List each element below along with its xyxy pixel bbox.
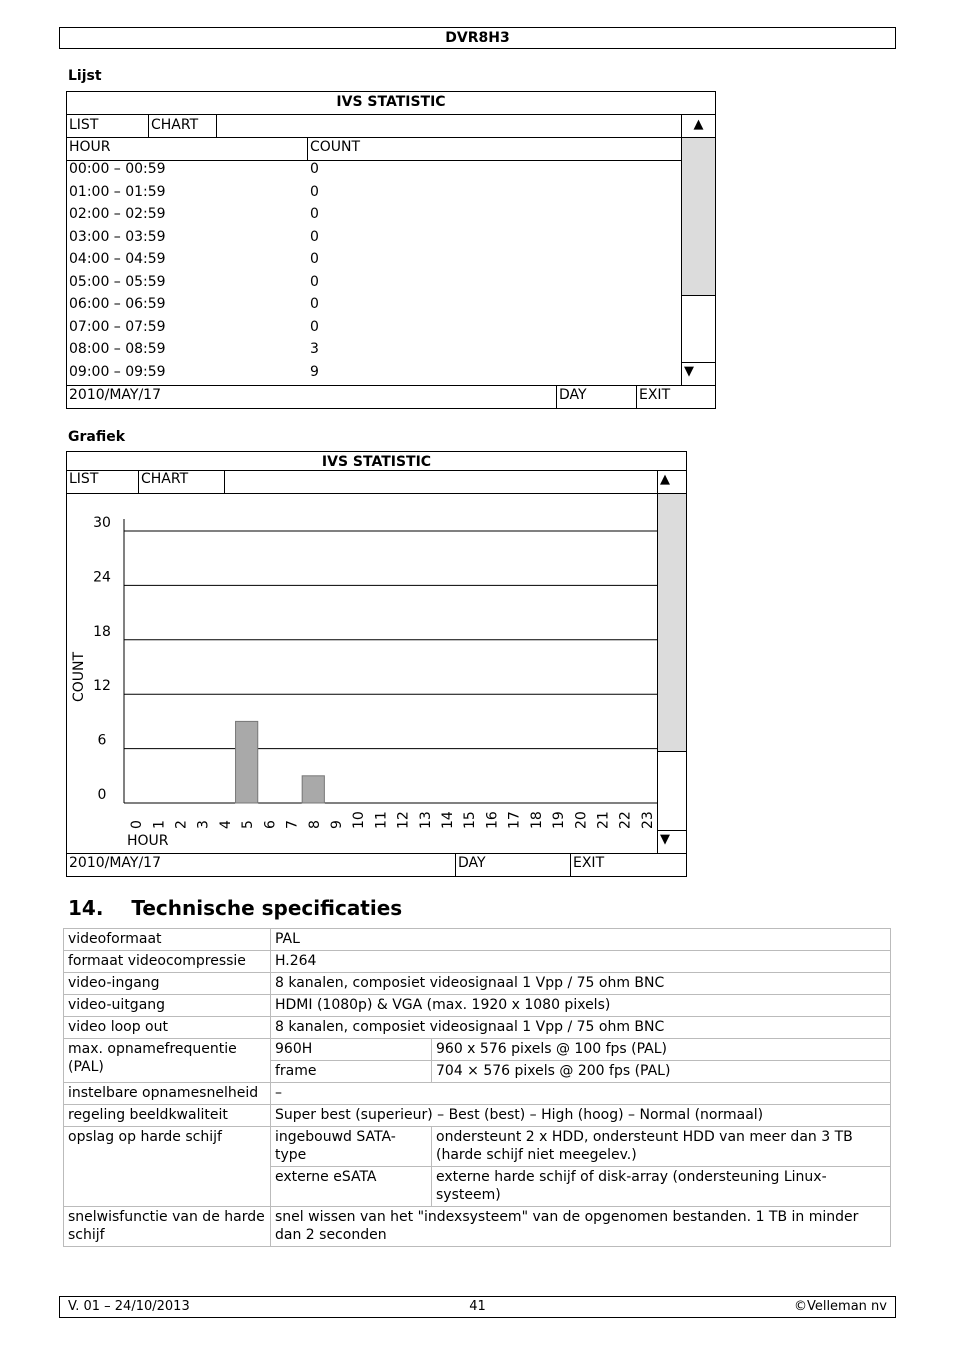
table-row bbox=[64, 1017, 891, 1039]
tab-chart[interactable]: CHART bbox=[151, 117, 199, 133]
x-tick-label: 13 bbox=[417, 811, 434, 829]
y-tick-label: 0 bbox=[97, 787, 107, 803]
y-tick-label: 24 bbox=[93, 569, 111, 586]
spec-label: opslag op harde schijf bbox=[64, 1127, 271, 1207]
exit-button[interactable]: EXIT bbox=[639, 387, 671, 403]
spec-sublabel: 960H bbox=[271, 1039, 432, 1061]
x-tick-label: 5 bbox=[240, 820, 257, 829]
x-tick-label: 12 bbox=[395, 811, 412, 829]
spec-label: video loop out bbox=[64, 1017, 271, 1039]
spec-value: Super best (superieur) – Best (best) – High (hoog) – Normal (normaal) bbox=[271, 1105, 891, 1127]
x-tick-label: 1 bbox=[151, 820, 168, 829]
spec-sublabel: ingebouwd SATA-type bbox=[271, 1127, 432, 1167]
spec-value: – bbox=[271, 1083, 891, 1105]
x-tick-label: 9 bbox=[328, 820, 345, 829]
row-count: 0 bbox=[310, 296, 319, 312]
table-row bbox=[64, 1039, 891, 1061]
row-hour: 05:00 – 05:59 bbox=[69, 273, 166, 290]
row-count: 0 bbox=[310, 318, 319, 335]
list-date: 2010/MAY/17 bbox=[69, 387, 161, 403]
chart-screen bbox=[66, 451, 687, 877]
x-tick-label: 14 bbox=[440, 811, 457, 829]
scroll-down-icon[interactable]: ▼ bbox=[684, 364, 694, 379]
spec-value: 8 kanalen, composiet videosignaal 1 Vpp / 75 ohm BNC bbox=[271, 973, 891, 995]
spec-label: instelbare opnamesnelheid bbox=[64, 1083, 271, 1105]
x-tick-label: 19 bbox=[551, 811, 568, 829]
page-header bbox=[59, 27, 896, 49]
day-button[interactable]: DAY bbox=[458, 855, 486, 871]
spec-value: snel wissen van het "indexsysteem" van de opgenomen bestanden. 1 TB in minder dan 2 seconden bbox=[271, 1207, 891, 1247]
x-tick-label: 20 bbox=[573, 811, 590, 829]
row-count: 0 bbox=[310, 273, 319, 290]
x-tick-label: 8 bbox=[306, 820, 323, 829]
row-count: 9 bbox=[310, 363, 319, 380]
chart-plot bbox=[67, 494, 657, 853]
x-tick-label: 2 bbox=[173, 820, 190, 829]
column-header-count: COUNT bbox=[310, 139, 361, 155]
list-screen-title: IVS STATISTIC bbox=[336, 94, 446, 110]
chart-screen-title: IVS STATISTIC bbox=[321, 454, 432, 470]
row-hour: 04:00 – 04:59 bbox=[69, 251, 166, 267]
table-row bbox=[64, 1207, 891, 1247]
table-row bbox=[64, 929, 891, 951]
x-tick-label: 16 bbox=[484, 811, 501, 829]
x-tick-label: 11 bbox=[373, 811, 390, 829]
page-footer bbox=[59, 1296, 896, 1318]
spec-value: 704 × 576 pixels @ 200 fps (PAL) bbox=[432, 1061, 891, 1083]
spec-value: externe harde schijf of disk-array (ondersteuning Linux-systeem) bbox=[432, 1167, 891, 1207]
spec-label: max. opnamefrequentie (PAL) bbox=[64, 1039, 271, 1083]
day-button[interactable]: DAY bbox=[559, 387, 587, 403]
table-row bbox=[64, 1083, 891, 1105]
y-tick-label: 6 bbox=[97, 732, 107, 749]
x-axis-label: HOUR bbox=[127, 833, 169, 849]
table-row bbox=[64, 1105, 891, 1127]
chart-section-label: Grafiek bbox=[68, 429, 126, 445]
heading-title: Technische specificaties bbox=[131, 896, 403, 920]
spec-value: 8 kanalen, composiet videosignaal 1 Vpp / 75 ohm BNC bbox=[271, 1017, 891, 1039]
scroll-down-icon[interactable]: ▼ bbox=[660, 832, 670, 847]
scroll-up-icon[interactable]: ▲ bbox=[693, 117, 704, 132]
spec-label: videoformaat bbox=[64, 929, 271, 951]
list-section-label: Lijst bbox=[68, 68, 102, 84]
table-row bbox=[64, 995, 891, 1017]
table-row bbox=[64, 1127, 891, 1167]
row-count: 0 bbox=[310, 228, 319, 245]
scrollbar-thumb[interactable] bbox=[658, 494, 686, 751]
row-hour: 09:00 – 09:59 bbox=[69, 363, 166, 380]
spec-label: regeling beeldkwaliteit bbox=[64, 1105, 271, 1127]
tab-list[interactable]: LIST bbox=[69, 471, 99, 487]
row-count: 0 bbox=[310, 161, 319, 177]
model-name: DVR8H3 bbox=[445, 30, 510, 46]
row-count: 0 bbox=[310, 206, 319, 222]
x-tick-label: 7 bbox=[284, 820, 301, 829]
bar bbox=[236, 721, 258, 803]
row-hour: 00:00 – 00:59 bbox=[69, 161, 166, 177]
table-row bbox=[64, 973, 891, 995]
row-hour: 08:00 – 08:59 bbox=[69, 341, 166, 357]
exit-button[interactable]: EXIT bbox=[573, 855, 605, 871]
page-number: 41 bbox=[469, 1299, 486, 1314]
version-text: V. 01 – 24/10/2013 bbox=[68, 1299, 190, 1314]
scrollbar-thumb[interactable] bbox=[682, 138, 715, 295]
chart-date: 2010/MAY/17 bbox=[69, 855, 161, 871]
row-count: 0 bbox=[310, 183, 319, 200]
copyright-text: ©Velleman nv bbox=[793, 1299, 887, 1314]
x-tick-label: 17 bbox=[506, 811, 523, 829]
x-tick-label: 15 bbox=[462, 811, 479, 829]
spec-label: video-ingang bbox=[64, 973, 271, 995]
x-tick-label: 18 bbox=[528, 811, 545, 829]
row-hour: 01:00 – 01:59 bbox=[69, 183, 166, 200]
bar bbox=[302, 776, 324, 803]
table-row bbox=[64, 951, 891, 973]
row-hour: 06:00 – 06:59 bbox=[69, 296, 166, 312]
x-tick-label: 6 bbox=[262, 820, 279, 829]
spec-value: HDMI (1080p) & VGA (max. 1920 x 1080 pixels) bbox=[271, 995, 891, 1017]
y-tick-label: 12 bbox=[93, 678, 111, 695]
y-axis-label: COUNT bbox=[71, 651, 87, 703]
column-header-hour: HOUR bbox=[69, 139, 111, 155]
spec-sublabel: frame bbox=[271, 1061, 432, 1083]
spec-sublabel: externe eSATA bbox=[271, 1167, 432, 1207]
spec-value: H.264 bbox=[271, 951, 891, 973]
row-hour: 02:00 – 02:59 bbox=[69, 206, 166, 222]
row-count: 3 bbox=[310, 341, 319, 357]
x-tick-label: 23 bbox=[639, 811, 656, 829]
list-screen bbox=[66, 91, 716, 409]
x-tick-label: 4 bbox=[217, 820, 234, 829]
x-tick-label: 3 bbox=[195, 820, 212, 829]
row-hour: 07:00 – 07:59 bbox=[69, 318, 166, 335]
x-tick-label: 21 bbox=[595, 811, 612, 829]
spec-label: video-uitgang bbox=[64, 995, 271, 1017]
spec-label: snelwisfunctie van de harde schijf bbox=[64, 1207, 271, 1247]
spec-value: 960 x 576 pixels @ 100 fps (PAL) bbox=[432, 1039, 891, 1061]
specs-heading bbox=[68, 896, 402, 920]
specs-table bbox=[63, 928, 891, 1247]
heading-number: 14. bbox=[68, 896, 104, 920]
y-tick-label: 18 bbox=[93, 623, 111, 640]
tab-list[interactable]: LIST bbox=[69, 117, 99, 133]
y-tick-label: 30 bbox=[93, 515, 111, 531]
x-tick-label: 22 bbox=[617, 811, 634, 829]
x-tick-label: 0 bbox=[129, 820, 146, 829]
spec-value: ondersteunt 2 x HDD, ondersteunt HDD van meer dan 3 TB (harde schijf niet meegelev.) bbox=[432, 1127, 891, 1167]
spec-value: PAL bbox=[271, 929, 891, 951]
row-hour: 03:00 – 03:59 bbox=[69, 228, 166, 245]
x-tick-label: 10 bbox=[351, 811, 368, 829]
spec-label: formaat videocompressie bbox=[64, 951, 271, 973]
tab-chart[interactable]: CHART bbox=[141, 471, 189, 487]
row-count: 0 bbox=[310, 251, 319, 267]
scroll-up-icon[interactable]: ▲ bbox=[660, 472, 670, 487]
